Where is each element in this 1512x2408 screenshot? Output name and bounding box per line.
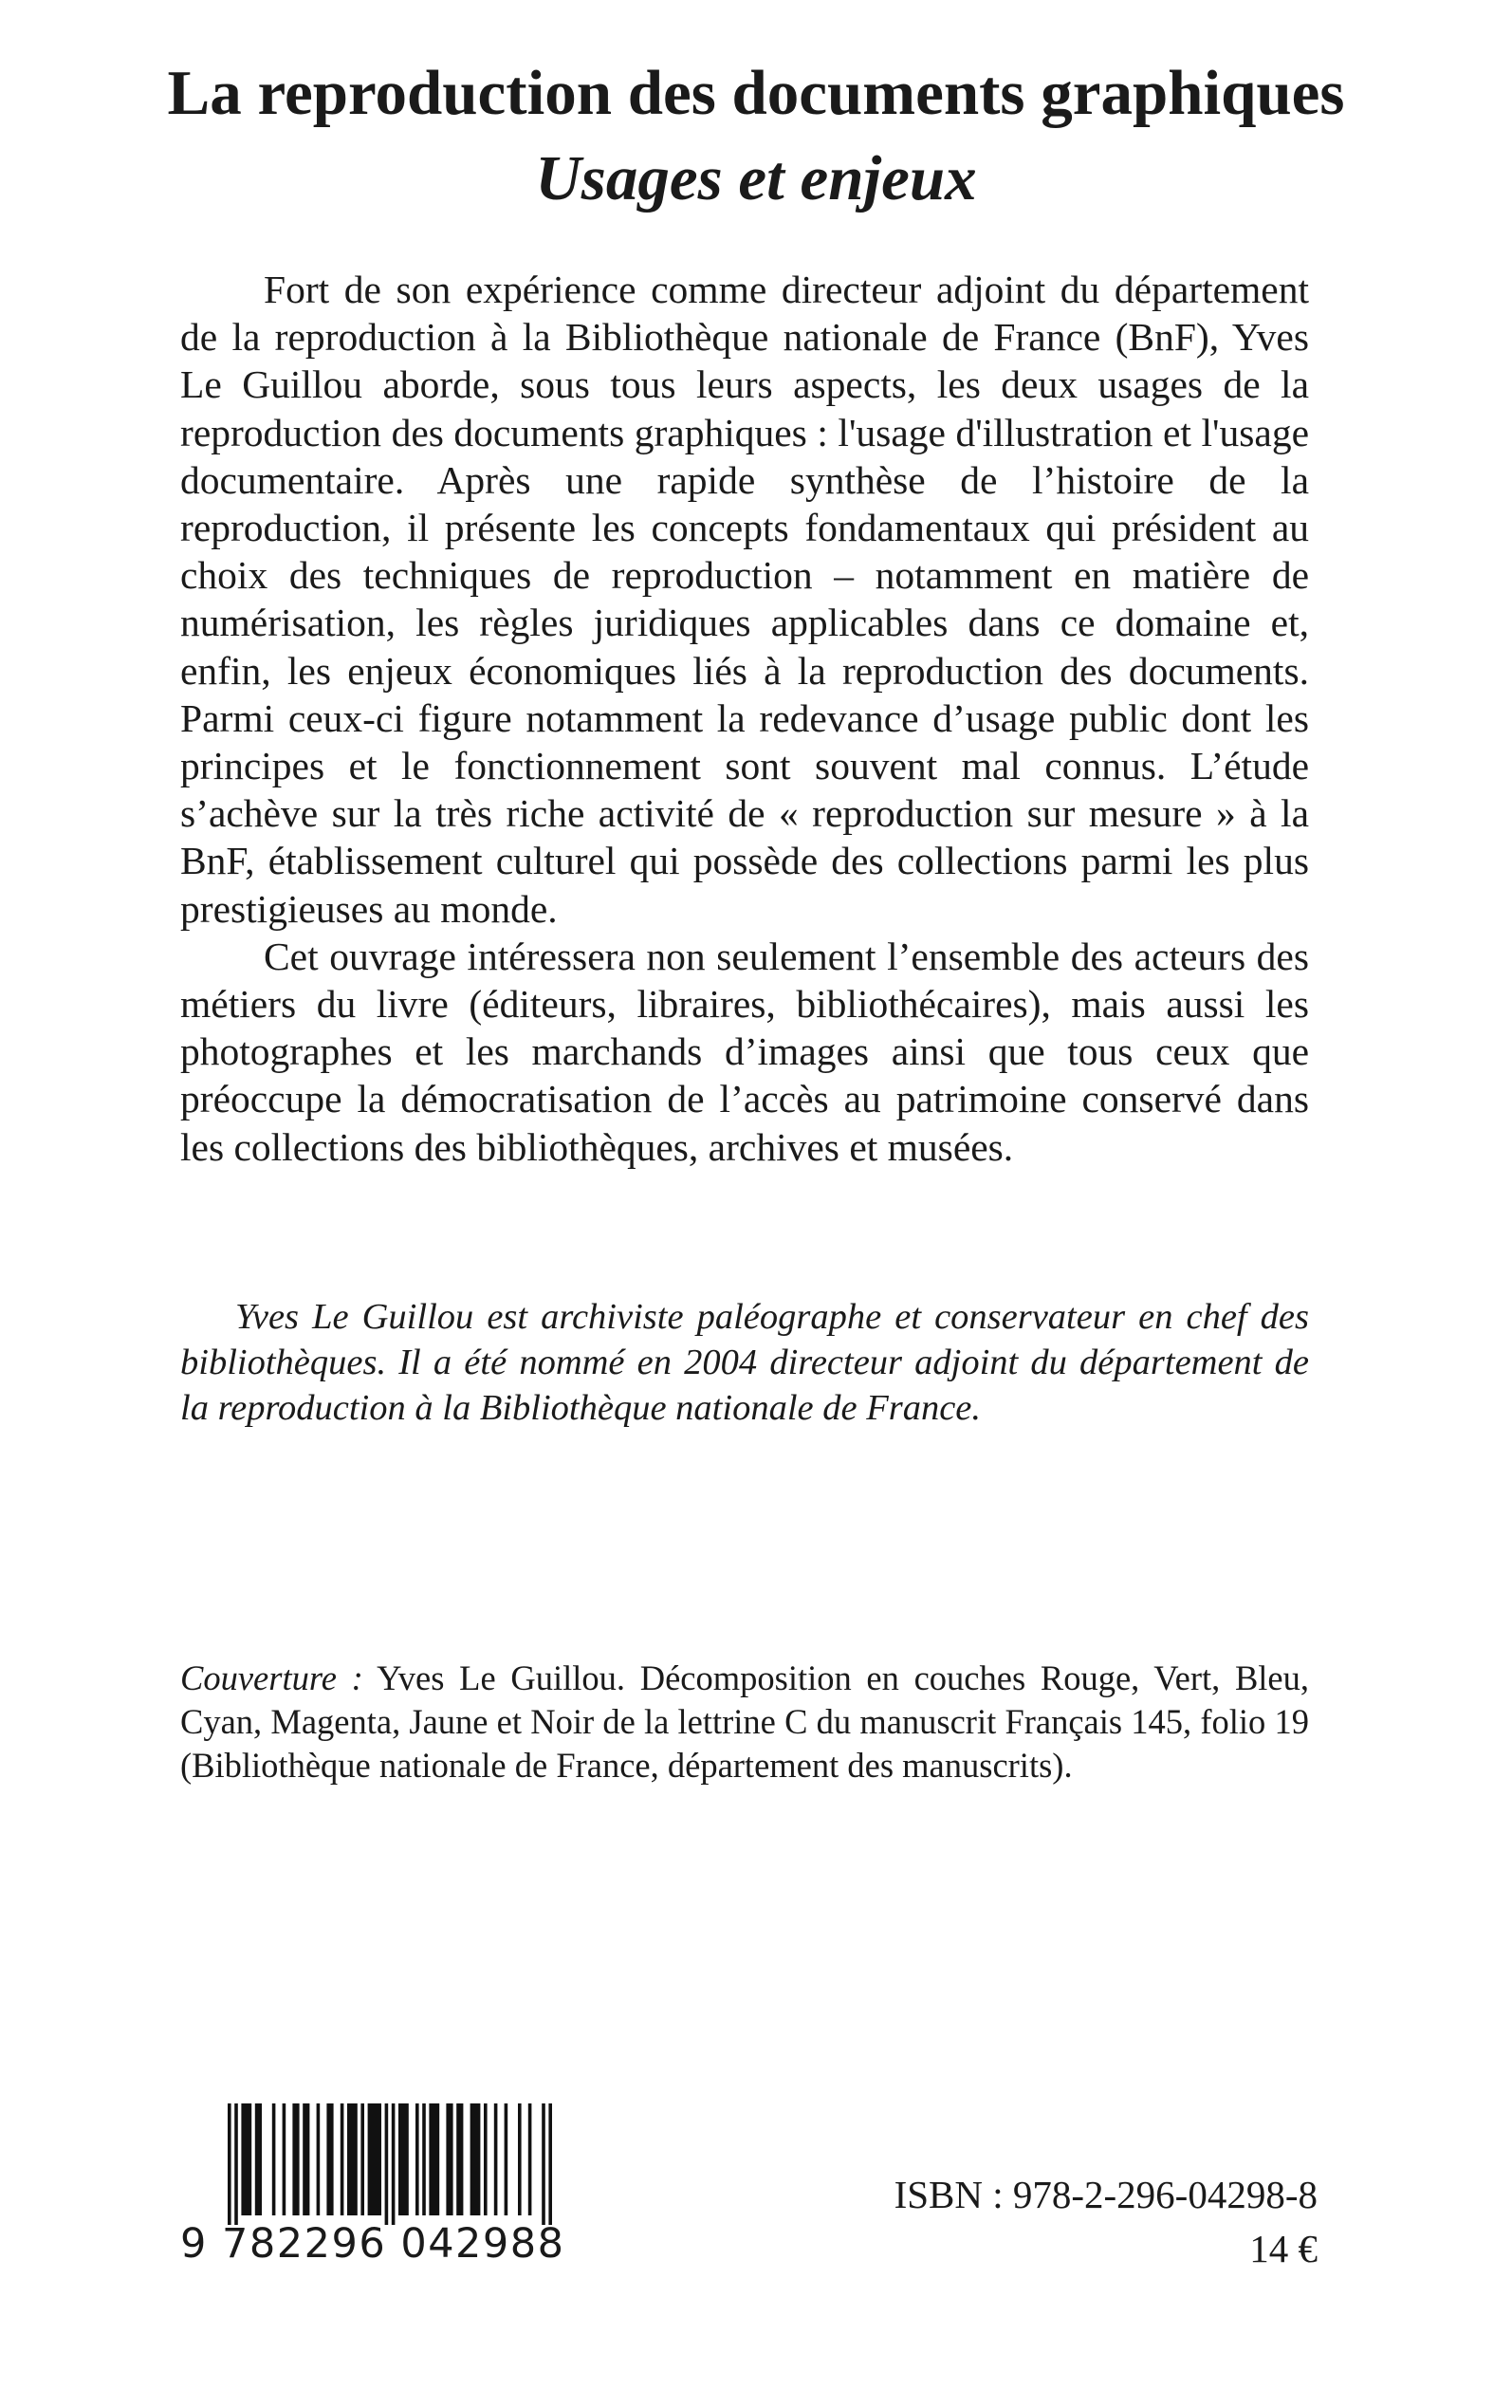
barcode-bar <box>415 2103 419 2215</box>
price: 14 € <box>1249 2227 1318 2270</box>
barcode-digits: 9 782296 042988 <box>180 2220 565 2268</box>
barcode-bar <box>398 2103 409 2215</box>
barcode <box>180 2103 588 2225</box>
barcode-bars <box>180 2103 588 2225</box>
barcode-bar <box>326 2103 333 2215</box>
book-title: La reproduction des documents graphiques <box>167 58 1345 128</box>
barcode-bar <box>422 2103 426 2215</box>
barcode-bar <box>228 2103 231 2225</box>
barcode-bar <box>234 2103 238 2225</box>
book-subtitle: Usages et enjeux <box>535 143 977 213</box>
barcode-bar <box>368 2103 381 2215</box>
cover-credit-text <box>180 1657 1309 1787</box>
barcode-bar <box>484 2103 488 2215</box>
barcode-bar <box>542 2103 545 2225</box>
barcode-bar <box>283 2103 286 2215</box>
barcode-bar <box>392 2103 396 2225</box>
barcode-bar <box>470 2103 481 2215</box>
summary-paragraph: Cet ouvrage intéressera non seulement l’ensemble des acteurs des métiers du livre (éditeurs, libraires, bibliothécaires), mais aussi les photographes et les marchands d’images ainsi que tous ceux que préoccupe la démocratisation de l’accès au patrimoine conservé dans les collections des bibliothèques, archives et musées. <box>180 934 1309 1169</box>
cover-credit <box>180 1657 1309 1787</box>
barcode-bar <box>341 2103 344 2215</box>
author-bio-text: Yves Le Guillou est archiviste paléographe et conservateur en chef des bibliothèques. Il a été nommé en 2004 directeur adjoint du département de la reproduction à la Bibliothèque nationale de France. <box>180 1297 1309 1428</box>
isbn: ISBN : 978-2-296-04298-8 <box>894 2173 1318 2216</box>
author-bio <box>180 1294 1309 1431</box>
barcode-bar <box>385 2103 389 2225</box>
barcode-bar <box>429 2103 439 2215</box>
barcode-bar <box>241 2103 251 2215</box>
barcode-bar <box>255 2103 262 2215</box>
barcode-bar <box>272 2103 276 2215</box>
barcode-bar <box>548 2103 552 2225</box>
barcode-bar <box>303 2103 309 2215</box>
barcode-bar <box>292 2103 299 2215</box>
cover-credit-body: Yves Le Guillou. Décomposition en couches Rouge, Vert, Bleu, Cyan, Magenta, Jaune et Noir de la lettrine C du manuscrit Français 145, folio 19 (Bibliothèque nationale de France, département des manuscrits). <box>180 1658 1309 1785</box>
summary-paragraph: Fort de son expérience comme directeur adjoint du département de la reproduction à la Bibliothèque nationale de France (BnF), Yves Le Guillou aborde, sous tous leurs aspects, les deux usages de la reproduction des documents graphiques : l'usage d'illustration et l'usage documentaire. Après une rapide synthèse de l’histoire de la reproduction, il présente les concepts fondamentaux qui président au choix des techniques de reproduction – notamment en matière de numérisation, les règles juridiques applicables dans ce domaine et, enfin, les enjeux économiques liés à la reproduction des documents. Parmi ceux-ci figure notamment la redevance d’usage public dont les principes et le fonctionnement sont souvent mal connus. L’étude s’achève sur la très riche activité de « reproduction sur mesure » à la BnF, établissement culturel qui possède des collections parmi les plus prestigieuses au monde. <box>180 268 1309 931</box>
summary-text <box>180 266 1309 1171</box>
barcode-bar <box>347 2103 358 2215</box>
barcode-bar <box>518 2103 522 2215</box>
barcode-bar <box>528 2103 532 2215</box>
barcode-bar <box>317 2103 321 2215</box>
barcode-bar <box>360 2103 364 2215</box>
barcode-bar <box>505 2103 508 2215</box>
barcode-bar <box>456 2103 463 2215</box>
barcode-bar <box>446 2103 452 2215</box>
cover-credit-lead: Couverture : <box>180 1658 363 1697</box>
barcode-bar <box>494 2103 498 2215</box>
